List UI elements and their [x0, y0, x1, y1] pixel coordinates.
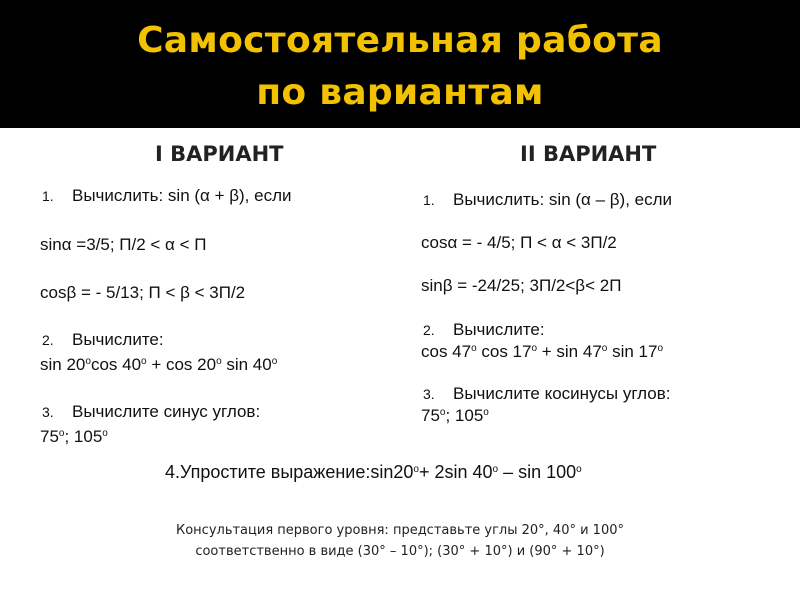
v2-expr-part-a: cos 47: [421, 342, 472, 361]
task-4-part-b: + 2sin 40: [418, 462, 493, 482]
hint-line-2: соответственно в виде (30° – 10°); (30° + 10°) и (90° + 10°): [195, 544, 605, 559]
degree-mark: o: [492, 464, 499, 475]
v2-task-2: [423, 320, 545, 340]
v2-expression: [421, 342, 663, 362]
task-4-part-c: – sin 100: [498, 462, 577, 482]
v2-condition-1: cosα = - 4/5; П < α < 3П/2: [421, 233, 617, 252]
v1-task-3: [42, 402, 260, 422]
degree-mark: o: [531, 343, 538, 354]
title-banner: [0, 0, 800, 128]
degree-mark: o: [483, 407, 489, 418]
degree-mark: o: [102, 428, 108, 439]
degree-mark: o: [471, 343, 477, 354]
v1-condition-1: sinα =3/5; П/2 < α < П: [40, 235, 207, 254]
task-4-simplify: [165, 462, 582, 483]
v1-task-2-number: 2.: [42, 332, 54, 348]
page-title-line-2: по вариантам: [256, 72, 544, 113]
v2-angle-b: ; 105: [445, 406, 484, 425]
v2-angle-a: 75: [421, 406, 440, 425]
degree-mark: o: [601, 343, 608, 354]
v2-expr-part-c: + sin 47: [537, 342, 602, 361]
v1-task-2: [42, 330, 164, 350]
v2-task-1-text: Вычислить: sin (α – β), если: [453, 190, 673, 209]
v2-task-3: [423, 384, 670, 404]
degree-mark: o: [413, 464, 419, 475]
v2-task-1-number: 1.: [423, 192, 435, 208]
v2-task-1: [423, 190, 672, 210]
degree-mark: o: [216, 356, 222, 367]
v2-task-2-text: Вычислите:: [453, 320, 545, 339]
page-title-line-1: Самостоятельная работа: [137, 20, 663, 61]
v1-angles: [40, 427, 108, 447]
v1-task-3-text: Вычислите синус углов:: [72, 402, 261, 421]
v1-expr-part-d: sin 40: [221, 355, 272, 374]
degree-mark: o: [271, 356, 278, 367]
degree-mark: o: [657, 343, 663, 354]
degree-mark: o: [141, 356, 147, 367]
v1-expr-part-b: cos 40: [90, 355, 142, 374]
v1-task-1: [42, 186, 292, 206]
v1-condition-2: cosβ = - 5/13; П < β < 3П/2: [40, 283, 246, 302]
v2-angles: [421, 406, 489, 426]
v1-expr-part-c: + cos 20: [146, 355, 217, 374]
variant-2-heading: II ВАРИАНТ: [520, 142, 657, 166]
v1-task-2-text: Вычислите:: [72, 330, 164, 349]
degree-mark: o: [85, 356, 91, 367]
v1-angle-b: ; 105: [64, 427, 103, 446]
v2-condition-2: sinβ = -24/25; 3П/2<β< 2П: [421, 276, 622, 295]
degree-mark: o: [439, 407, 446, 418]
v1-expr-part-a: sin 20: [40, 355, 86, 374]
v1-expression: [40, 355, 277, 375]
degree-mark: o: [576, 464, 582, 475]
degree-mark: o: [58, 428, 65, 439]
v1-angle-a: 75: [40, 427, 59, 446]
v2-expr-part-b: cos 17: [476, 342, 532, 361]
v2-task-3-text: Вычислите косинусы углов:: [453, 384, 671, 403]
v2-task-2-number: 2.: [423, 322, 435, 338]
v1-task-3-number: 3.: [42, 404, 54, 420]
v2-expr-part-d: sin 17: [607, 342, 658, 361]
v1-task-1-number: 1.: [42, 188, 54, 204]
variant-1-heading: I ВАРИАНТ: [155, 142, 284, 166]
v2-task-3-number: 3.: [423, 386, 435, 402]
hint-line-1: Консультация первого уровня: представьте углы 20°, 40° и 100°: [175, 523, 624, 538]
v1-task-1-text: Вычислить: sin (α + β), если: [72, 186, 292, 205]
task-4-part-a: 4.Упростите выражение:sin20: [165, 462, 414, 482]
